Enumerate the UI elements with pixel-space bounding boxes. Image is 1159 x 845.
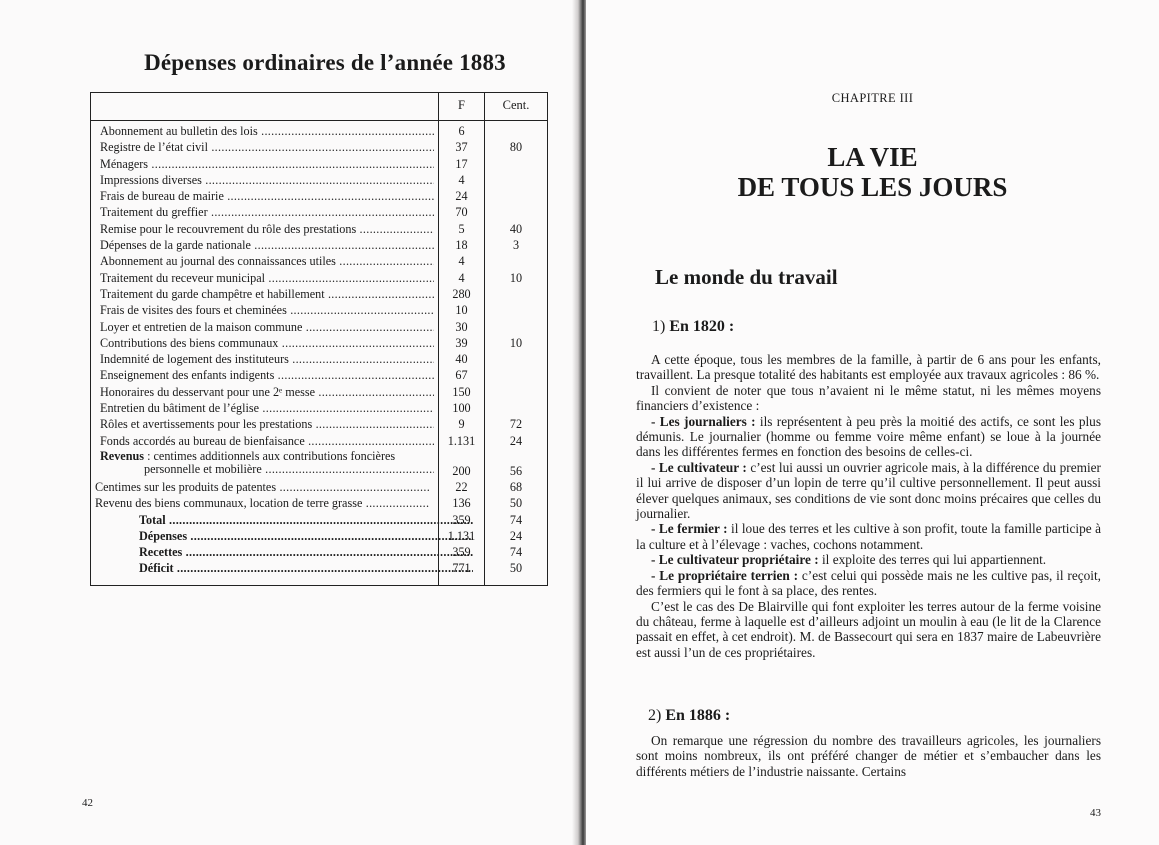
term: - Le cultivateur : xyxy=(651,459,747,475)
total-centimes: 74 xyxy=(509,512,523,527)
row-francs: 150 xyxy=(452,384,471,399)
row-centimes: 3 xyxy=(512,238,520,253)
table-row xyxy=(90,479,548,495)
row-centimes: 56 xyxy=(509,463,523,478)
row-label: Remise pour le recouvrement du rôle des prestations ..... xyxy=(100,221,434,237)
table-row-revenus xyxy=(90,449,548,479)
row-francs: 70 xyxy=(455,205,468,220)
subsection-1886 xyxy=(648,707,730,725)
table-row xyxy=(90,351,548,367)
table-row xyxy=(90,384,548,400)
row-centimes: 40 xyxy=(509,221,523,236)
table-row xyxy=(90,139,548,155)
page-number-left: 42 xyxy=(82,797,93,809)
row-francs: 4 xyxy=(458,172,465,187)
table-row xyxy=(90,367,548,383)
row-centimes: 10 xyxy=(509,270,523,285)
row-francs: 22 xyxy=(455,479,468,494)
subsection-heading: En 1820 : xyxy=(669,318,735,335)
row-centimes: 24 xyxy=(509,433,523,448)
row-francs: 30 xyxy=(455,319,468,334)
row-label: Loyer et entretien de la maison commune ..... xyxy=(100,319,434,335)
row-label: Contributions des biens communaux ..... xyxy=(100,335,434,351)
term: - Le propriétaire terrien : xyxy=(651,567,799,583)
row-centimes: 50 xyxy=(509,496,523,511)
revenus-line2: personnelle et mobilière ..... xyxy=(100,463,434,476)
term: - Le fermier : xyxy=(651,521,728,537)
row-francs: 200 xyxy=(452,463,471,478)
row-francs: 67 xyxy=(455,368,468,383)
row-francs: 40 xyxy=(455,352,468,367)
table-row xyxy=(90,270,548,286)
table-rows xyxy=(90,123,548,577)
paragraph: Il convient de noter que tous n’avaient ni le même statut, ni les mêmes moyens financiers d’existence : xyxy=(636,382,1101,414)
paragraph xyxy=(636,552,1101,567)
revenus-term: Revenus xyxy=(100,449,145,463)
row-label: Registre de l’état civil ..... xyxy=(100,139,434,155)
paragraph: A cette époque, tous les membres de la famille, à partir de 6 ans pour les enfants, travaillent. La presque totalité des habitants est employée aux travaux agricoles : 86 %. xyxy=(636,352,1101,383)
table-row xyxy=(90,237,548,253)
total-label: Recettes ..... xyxy=(139,544,473,560)
row-label: Frais de visites des fours et cheminées ..... xyxy=(100,302,434,318)
total-francs: 1.131 xyxy=(447,528,476,543)
paragraph xyxy=(636,521,1101,552)
total-label: Déficit ..... xyxy=(139,560,473,576)
row-label: Entretien du bâtiment de l’église ..... xyxy=(100,400,434,416)
table-row xyxy=(90,253,548,269)
row-francs: 4 xyxy=(458,254,465,269)
chapter-title-line-2: DE TOUS LES JOURS xyxy=(737,172,1008,202)
page-number-right: 43 xyxy=(1090,807,1101,819)
definition: ils représentent à peu près la moitié des actifs, ce sont les plus démunis. Le journalier (homme ou femme voire même enfant) se loue à la journée dans les différentes fermes en fonction des besoins de celles-ci. xyxy=(636,413,1101,460)
table-row xyxy=(90,319,548,335)
row-francs: 5 xyxy=(458,221,465,236)
header-francs: F xyxy=(458,98,465,112)
table-row xyxy=(90,335,548,351)
total-row xyxy=(90,528,548,544)
row-label: Abonnement au journal des connaissances utiles ..... xyxy=(100,253,434,269)
table-row xyxy=(90,416,548,432)
row-francs: 10 xyxy=(455,303,468,318)
paragraph: C’est le cas des De Blairville qui font exploiter les terres autour de la ferme voisine du château, ferme à laquelle est d’ailleurs adjoint un moulin à eau (le lit de la Clarence passait en effet, à cet endroit). M. de Bassecourt qui sera en 1837 maire de Labeuvrière est aussi l’un de ces propriétaires. xyxy=(636,598,1101,660)
definition: c’est lui aussi un ouvrier agricole mais, à la différence du premier il lui arrive de disposer d’un lopin de terre qu’il cultive personnellement. Il peut aussi élever quelques animaux, ses conditions de vie sont donc moins précaires que celles du journalier. xyxy=(636,459,1101,522)
right-page xyxy=(586,0,1159,845)
row-centimes: 10 xyxy=(509,335,523,350)
table-row xyxy=(90,495,548,511)
subsection-number: 1) xyxy=(652,318,670,335)
total-centimes: 24 xyxy=(509,528,523,543)
row-francs: 280 xyxy=(452,286,471,301)
row-label: Fonds accordés au bureau de bienfaisance ..... xyxy=(100,433,434,449)
chapter-title xyxy=(586,142,1159,202)
row-francs: 24 xyxy=(455,189,468,204)
subsection-number: 2) xyxy=(648,707,666,724)
paragraph: On remarque une régression du nombre des travailleurs agricoles, les journaliers sont moins nombreux, ils ont préféré changer de métier et s’embaucher dans les différents métiers de l’industrie naissante. Certains xyxy=(636,733,1101,779)
header-centimes: Cent. xyxy=(502,98,530,112)
row-francs: 9 xyxy=(458,417,465,432)
total-francs: 771 xyxy=(452,561,471,576)
row-label: Revenu des biens communaux, location de terre grasse ..... xyxy=(95,495,429,511)
term: - Le cultivateur propriétaire : xyxy=(651,552,819,568)
table-row xyxy=(90,204,548,220)
table-row xyxy=(90,156,548,172)
definition: il loue des terres et les cultive à son profit, toute la famille participe à la culture et à l’élevage : vaches, cochons notamment. xyxy=(636,521,1101,552)
subsection-heading: En 1886 : xyxy=(665,707,731,724)
table-row xyxy=(90,172,548,188)
total-row xyxy=(90,512,548,528)
total-label: Total ..... xyxy=(139,512,473,528)
total-centimes: 74 xyxy=(509,545,523,560)
expense-table xyxy=(90,92,548,586)
left-page xyxy=(0,0,578,845)
row-label: Traitement du greffier ..... xyxy=(100,204,434,220)
row-label: Impressions diverses ..... xyxy=(100,172,434,188)
total-francs: 359 xyxy=(452,545,471,560)
row-centimes: 80 xyxy=(509,140,523,155)
table-row xyxy=(90,221,548,237)
row-label: Dépenses de la garde nationale ..... xyxy=(100,237,434,253)
definition: c’est celui qui possède mais ne les cultive pas, il reçoit, des fermiers qui le font à sa place, des rentes. xyxy=(636,567,1102,599)
body-text-1886 xyxy=(636,733,1101,779)
table-row xyxy=(90,123,548,139)
total-row xyxy=(90,544,548,560)
header-divider xyxy=(90,120,548,121)
total-centimes: 50 xyxy=(509,561,523,576)
revenus-line1: : centimes additionnels aux contributions foncières xyxy=(144,449,396,463)
row-francs: 136 xyxy=(452,496,471,511)
row-francs: 100 xyxy=(452,401,471,416)
body-text-1820 xyxy=(636,352,1101,660)
chapter-label: CHAPITRE III xyxy=(831,91,914,105)
paragraph xyxy=(636,568,1101,599)
definition: il exploite des terres qui lui appartiennent. xyxy=(818,552,1047,568)
row-francs: 39 xyxy=(455,335,468,350)
row-francs: 4 xyxy=(458,270,465,285)
row-label: Abonnement au bulletin des lois ..... xyxy=(100,123,434,139)
row-francs: 17 xyxy=(455,156,468,171)
row-label: Indemnité de logement des instituteurs ..... xyxy=(100,351,434,367)
table-row xyxy=(90,286,548,302)
paragraph xyxy=(636,460,1101,522)
paragraph xyxy=(636,414,1101,460)
row-label-revenus xyxy=(100,450,434,476)
row-label: Enseignement des enfants indigents ..... xyxy=(100,367,434,383)
table-title: Dépenses ordinaires de l’année 1883 xyxy=(144,50,506,75)
table-row xyxy=(90,400,548,416)
row-label: Traitement du receveur municipal ..... xyxy=(100,270,434,286)
row-label: Rôles et avertissements pour les prestations ..... xyxy=(100,416,434,432)
row-francs: 18 xyxy=(455,238,468,253)
chapter-title-line-1: LA VIE xyxy=(827,142,918,172)
row-label: Ménagers ..... xyxy=(100,156,434,172)
row-francs: 1.131 xyxy=(447,433,476,448)
row-francs: 37 xyxy=(455,140,468,155)
row-francs: 6 xyxy=(458,124,465,138)
total-row xyxy=(90,560,548,576)
term: - Les journaliers : xyxy=(651,413,756,429)
table-row xyxy=(90,302,548,318)
table-row xyxy=(90,188,548,204)
row-label: Traitement du garde champêtre et habillement ..... xyxy=(100,286,434,302)
section-title: Le monde du travail xyxy=(655,265,838,289)
total-label: Dépenses ..... xyxy=(139,528,473,544)
total-francs: 359 xyxy=(452,512,471,527)
row-centimes: 72 xyxy=(509,417,523,432)
row-label: Honoraires du desservant pour une 2ᵉ messe ..... xyxy=(100,384,434,400)
subsection-1820 xyxy=(652,318,734,336)
table-row xyxy=(90,433,548,449)
row-label: Frais de bureau de mairie ..... xyxy=(100,188,434,204)
row-centimes: 68 xyxy=(509,479,523,494)
row-label: Centimes sur les produits de patentes ..... xyxy=(95,479,429,495)
